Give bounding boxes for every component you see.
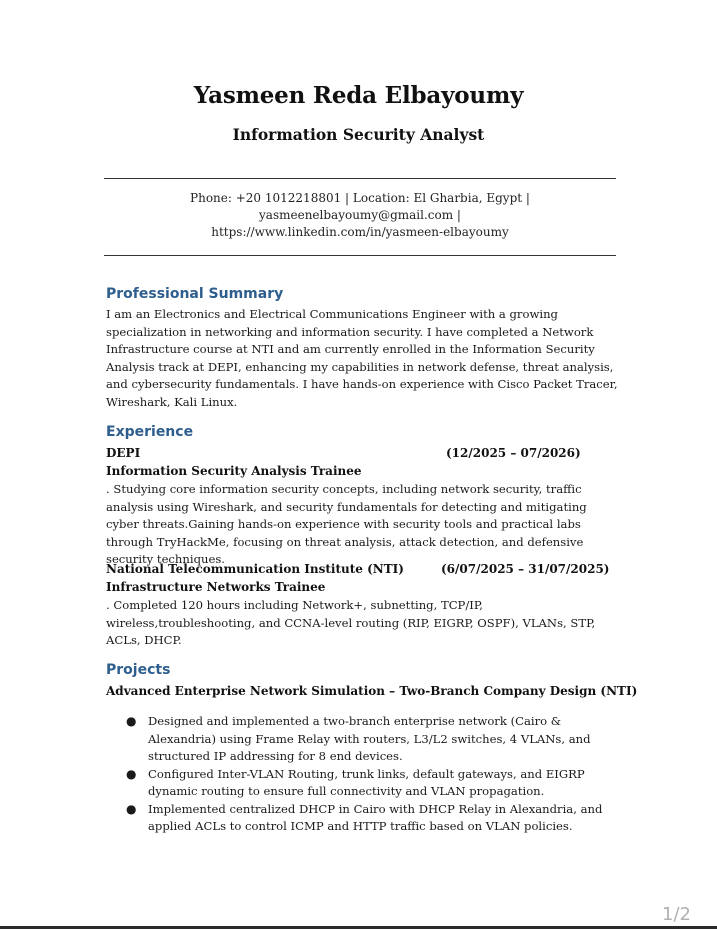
list-item <box>106 713 618 766</box>
job-org: DEPI <box>106 446 141 460</box>
job-dates: (6/07/2025 – 31/07/2025) <box>441 562 610 576</box>
section-title-projects: Projects <box>106 662 171 678</box>
section-title-experience: Experience <box>106 424 194 440</box>
bullet-icon: ● <box>126 801 137 816</box>
list-item <box>106 801 618 836</box>
bullet-text: Designed and implemented a two-branch enterprise network (Cairo & Alexandria) using Frame Relay with routers, L3/L2 switches, 4 VLANs, and structured IP addressing for 8 end devices. <box>148 714 591 763</box>
bullet-icon: ● <box>126 714 137 728</box>
job-description: . Completed 120 hours including Network+, subnetting, TCP/IP, wireless,troubleshooting, and CCNA-level routing (RIP, EIGRP, OSPF), VLANs, STP, ACLs, DHCP. <box>106 598 596 647</box>
job-org: National Telecommunication Institute (NTI) <box>106 562 404 576</box>
candidate-name: Yasmeen Reda Elbayoumy <box>193 82 524 109</box>
summary-text: I am an Electronics and Electrical Communications Engineer with a growing specialization in networking and information security. I have completed a Network Infrastructure course at NTI and am currently enrolled in the Information Security Analysis track at DEPI, enhancing my capabilities in network defense, threat analysis, and cybersecurity fundamentals. I have hands-on experience with Cisco Packet Tracer, Wireshark, Kali Linux. <box>106 307 618 409</box>
header-divider-bottom <box>104 255 616 256</box>
candidate-role: Information Security Analyst <box>232 125 485 144</box>
job-description: . Studying core information security concepts, including network security, traffic analysis using Wireshark, and security fundamentals for detecting and mitigating cyber threats.Gaining hands-on experience with security tools and practical labs through TryHackMe, focusing on threat analysis, attack detection, and defensive security techniques. <box>106 482 587 566</box>
job-role: Information Security Analysis Trainee <box>106 464 362 478</box>
contact-line-phone-location-email: Phone: +20 1012218801 | Location: El Gharbia, Egypt | yasmeenelbayoumy@gmail.com | <box>190 191 530 222</box>
project-title: Advanced Enterprise Network Simulation – Two-Branch Company Design (NTI) <box>106 684 638 698</box>
section-title-summary: Professional Summary <box>106 286 284 302</box>
list-item <box>106 766 618 801</box>
bullet-text: Configured Inter-VLAN Routing, trunk links, default gateways, and EIGRP dynamic routing to ensure full connectivity and VLAN propagation. <box>148 766 585 798</box>
bullet-icon: ● <box>126 766 137 781</box>
page-indicator: 1/2 <box>662 904 691 925</box>
job-dates: (12/2025 – 07/2026) <box>446 446 581 460</box>
bullet-text: Implemented centralized DHCP in Cairo with DHCP Relay in Alexandria, and applied ACLs to control ICMP and HTTP traffic based on VLAN policies. <box>148 801 603 833</box>
contact-info <box>104 190 616 241</box>
project-bullet-list <box>106 713 618 836</box>
job-role: Infrastructure Networks Trainee <box>106 580 326 594</box>
header-divider-top <box>104 178 616 179</box>
contact-line-linkedin: https://www.linkedin.com/in/yasmeen-elbayoumy <box>211 225 509 239</box>
